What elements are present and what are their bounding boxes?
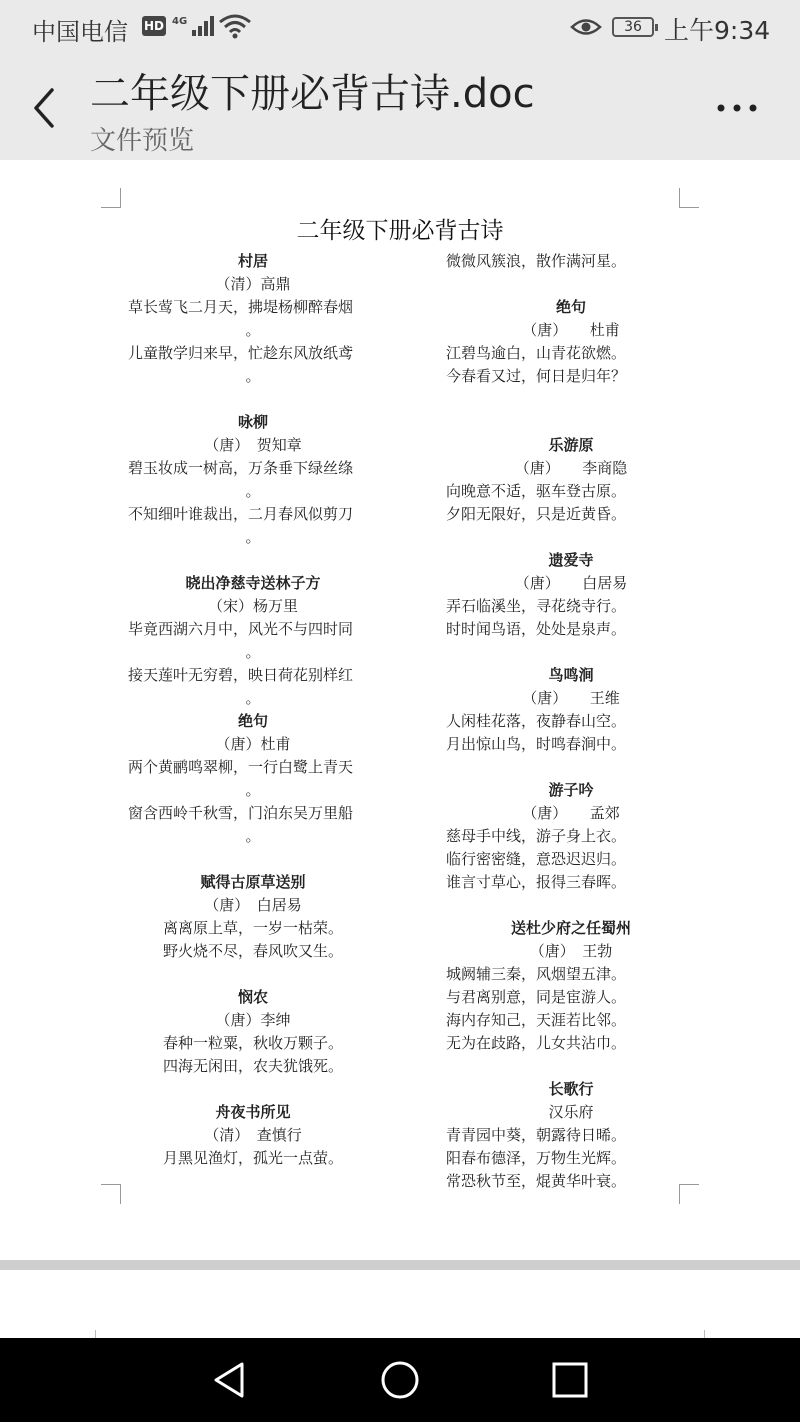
poem-title: 悯农: [237, 988, 268, 1006]
page-corner-mark: [101, 188, 121, 208]
poem-line: 无为在歧路，儿女共沾巾。: [446, 1034, 627, 1052]
poem-line: 海内存知己，天涯若比邻。: [446, 1011, 627, 1029]
poem-punctuation: 。: [245, 367, 261, 385]
poem-line-centered: （清） 查慎行: [204, 1126, 302, 1144]
page-margin-mark: [704, 1330, 705, 1338]
poem-line-centered: （清）高鼎: [215, 275, 291, 293]
blank-line: [446, 526, 696, 549]
signal-icon: [172, 14, 216, 38]
page-margin-mark: [95, 1330, 96, 1338]
poem-line: 毕竟西湖六月中，风光不与四时同: [128, 620, 354, 638]
poem-line-centered: 野火烧不尽，春风吹又生。: [162, 942, 343, 960]
blank-line: [128, 963, 378, 986]
poem-title: 舟夜书所见: [215, 1103, 291, 1121]
poem-line: 弄石临溪坐，寻花绕寺行。: [446, 597, 627, 615]
poem-punctuation: 。: [245, 482, 261, 500]
file-preview-subtitle: 文件预览: [90, 126, 195, 156]
poem-line: 今春看又过，何日是归年？: [446, 367, 627, 385]
blank-line: [128, 1078, 378, 1101]
poem-title: 绝句: [555, 298, 586, 316]
blank-line: [446, 641, 696, 664]
poem-line-centered: （唐） 杜甫: [522, 321, 620, 339]
more-options-icon[interactable]: [712, 90, 762, 126]
poem-punctuation: 。: [245, 643, 261, 661]
poem-line: 草长莺飞二月天，拂堤杨柳醉春烟: [128, 298, 354, 316]
app-header: [0, 56, 800, 160]
nav-recent-apps-icon[interactable]: [548, 1358, 592, 1402]
poem-line-centered: （唐） 李商隐: [514, 459, 628, 477]
blank-line: [446, 1055, 696, 1078]
battery-icon: 36: [612, 17, 654, 37]
poem-line: 常恐秋节至，焜黄华叶衰。: [446, 1172, 627, 1190]
poem-punctuation: 。: [245, 528, 261, 546]
left-column: [128, 250, 378, 1170]
poem-line: 时时闻鸟语，处处是泉声。: [446, 620, 627, 638]
poem-line-centered: 月黑见渔灯，孤光一点萤。: [162, 1149, 343, 1167]
poem-title: 村居: [237, 252, 268, 270]
poem-line: 不知细叶谁裁出，二月春风似剪刀: [128, 505, 354, 523]
poem-title: 绝句: [237, 712, 268, 730]
poem-line-centered: 春种一粒粟，秋收万颗子。: [162, 1034, 343, 1052]
file-title: 二年级下册必背古诗.doc: [90, 71, 535, 117]
page-corner-mark: [101, 1184, 121, 1204]
poem-line-centered: （唐） 孟郊: [522, 804, 620, 822]
nav-home-icon[interactable]: [378, 1358, 422, 1402]
page-separator: [0, 1260, 800, 1270]
poem-line: 夕阳无限好，只是近黄昏。: [446, 505, 627, 523]
blank-line: [128, 388, 378, 411]
poem-punctuation: 。: [245, 321, 261, 339]
poem-punctuation: 。: [245, 689, 261, 707]
system-nav-bar: [0, 1338, 800, 1422]
poem-title: 咏柳: [237, 413, 268, 431]
poem-line: 微微风簇浪，散作满河星。: [446, 252, 627, 270]
poem-line-centered: 四海无闲田，农夫犹饿死。: [162, 1057, 343, 1075]
blank-line: [128, 549, 378, 572]
poem-line: 慈母手中线，游子身上衣。: [446, 827, 627, 845]
poem-line-centered: （唐）李绅: [215, 1011, 291, 1029]
poem-title: 晓出净慈寺送林子方: [185, 574, 321, 592]
poem-line: 青青园中葵，朝露待日晞。: [446, 1126, 627, 1144]
poem-title: 乐游原: [548, 436, 594, 454]
poem-line-centered: （唐） 王勃: [529, 942, 613, 960]
blank-line: [446, 894, 696, 917]
poem-line-centered: （唐） 王维: [522, 689, 620, 707]
blank-line: [128, 848, 378, 871]
poem-line: 城阙辅三秦，风烟望五津。: [446, 965, 627, 983]
poem-line: 两个黄鹂鸣翠柳，一行白鹭上青天: [128, 758, 354, 776]
document-title: 二年级下册必背古诗: [296, 218, 504, 244]
back-arrow-icon[interactable]: [22, 80, 66, 136]
poem-punctuation: 。: [245, 827, 261, 845]
blank-line: [446, 411, 696, 434]
status-bar: [0, 0, 800, 56]
poem-line: 碧玉妆成一树高，万条垂下绿丝绦: [128, 459, 354, 477]
right-column: [446, 250, 696, 1193]
poem-line: 窗含西岭千秋雪，门泊东吴万里船: [128, 804, 354, 822]
blank-line: [446, 756, 696, 779]
poem-line: 接天莲叶无穷碧，映日荷花别样红: [128, 666, 354, 684]
hd-badge: HD: [142, 16, 166, 36]
poem-punctuation: 。: [245, 781, 261, 799]
carrier-label: 中国电信: [32, 18, 128, 46]
poem-line: 与君离别意，同是宦游人。: [446, 988, 627, 1006]
poem-title: 送杜少府之任蜀州: [510, 919, 631, 937]
poem-line-centered: （唐） 白居易: [204, 896, 302, 914]
next-page[interactable]: [0, 1270, 800, 1338]
poem-title: 赋得古原草送别: [200, 873, 306, 891]
poem-title: 鸟鸣涧: [548, 666, 594, 684]
blank-line: [446, 273, 696, 296]
poem-line: 人闲桂花落，夜静春山空。: [446, 712, 627, 730]
poem-line-centered: 汉乐府: [548, 1103, 594, 1121]
poem-title: 游子吟: [548, 781, 594, 799]
network-type-label: 4G: [172, 16, 188, 27]
poem-line-centered: 离离原上草，一岁一枯荣。: [162, 919, 343, 937]
clock: 上午9:34: [664, 16, 771, 45]
poem-line: 阳春布德泽，万物生光辉。: [446, 1149, 627, 1167]
eye-comfort-icon: [570, 16, 602, 38]
poem-line: 江碧鸟逾白，山青花欲燃。: [446, 344, 627, 362]
poem-line-centered: （唐）杜甫: [215, 735, 291, 753]
poem-line-centered: （唐） 白居易: [514, 574, 628, 592]
poem-line-centered: （唐） 贺知章: [204, 436, 302, 454]
page-corner-mark: [679, 188, 699, 208]
poem-line: 临行密密缝，意恐迟迟归。: [446, 850, 627, 868]
poem-line-centered: （宋）杨万里: [207, 597, 298, 615]
poem-title: 长歌行: [548, 1080, 594, 1098]
wifi-icon: [218, 12, 252, 40]
poem-line: 月出惊山鸟，时鸣春涧中。: [446, 735, 627, 753]
poem-line: 儿童散学归来早，忙趁东风放纸鸢: [128, 344, 354, 362]
nav-back-icon[interactable]: [208, 1358, 252, 1402]
poem-line: 向晚意不适，驱车登古原。: [446, 482, 627, 500]
document-page[interactable]: [0, 160, 800, 1260]
poem-title: 遗爱寺: [548, 551, 594, 569]
poem-line: 谁言寸草心，报得三春晖。: [446, 873, 627, 891]
blank-line: [446, 388, 696, 411]
